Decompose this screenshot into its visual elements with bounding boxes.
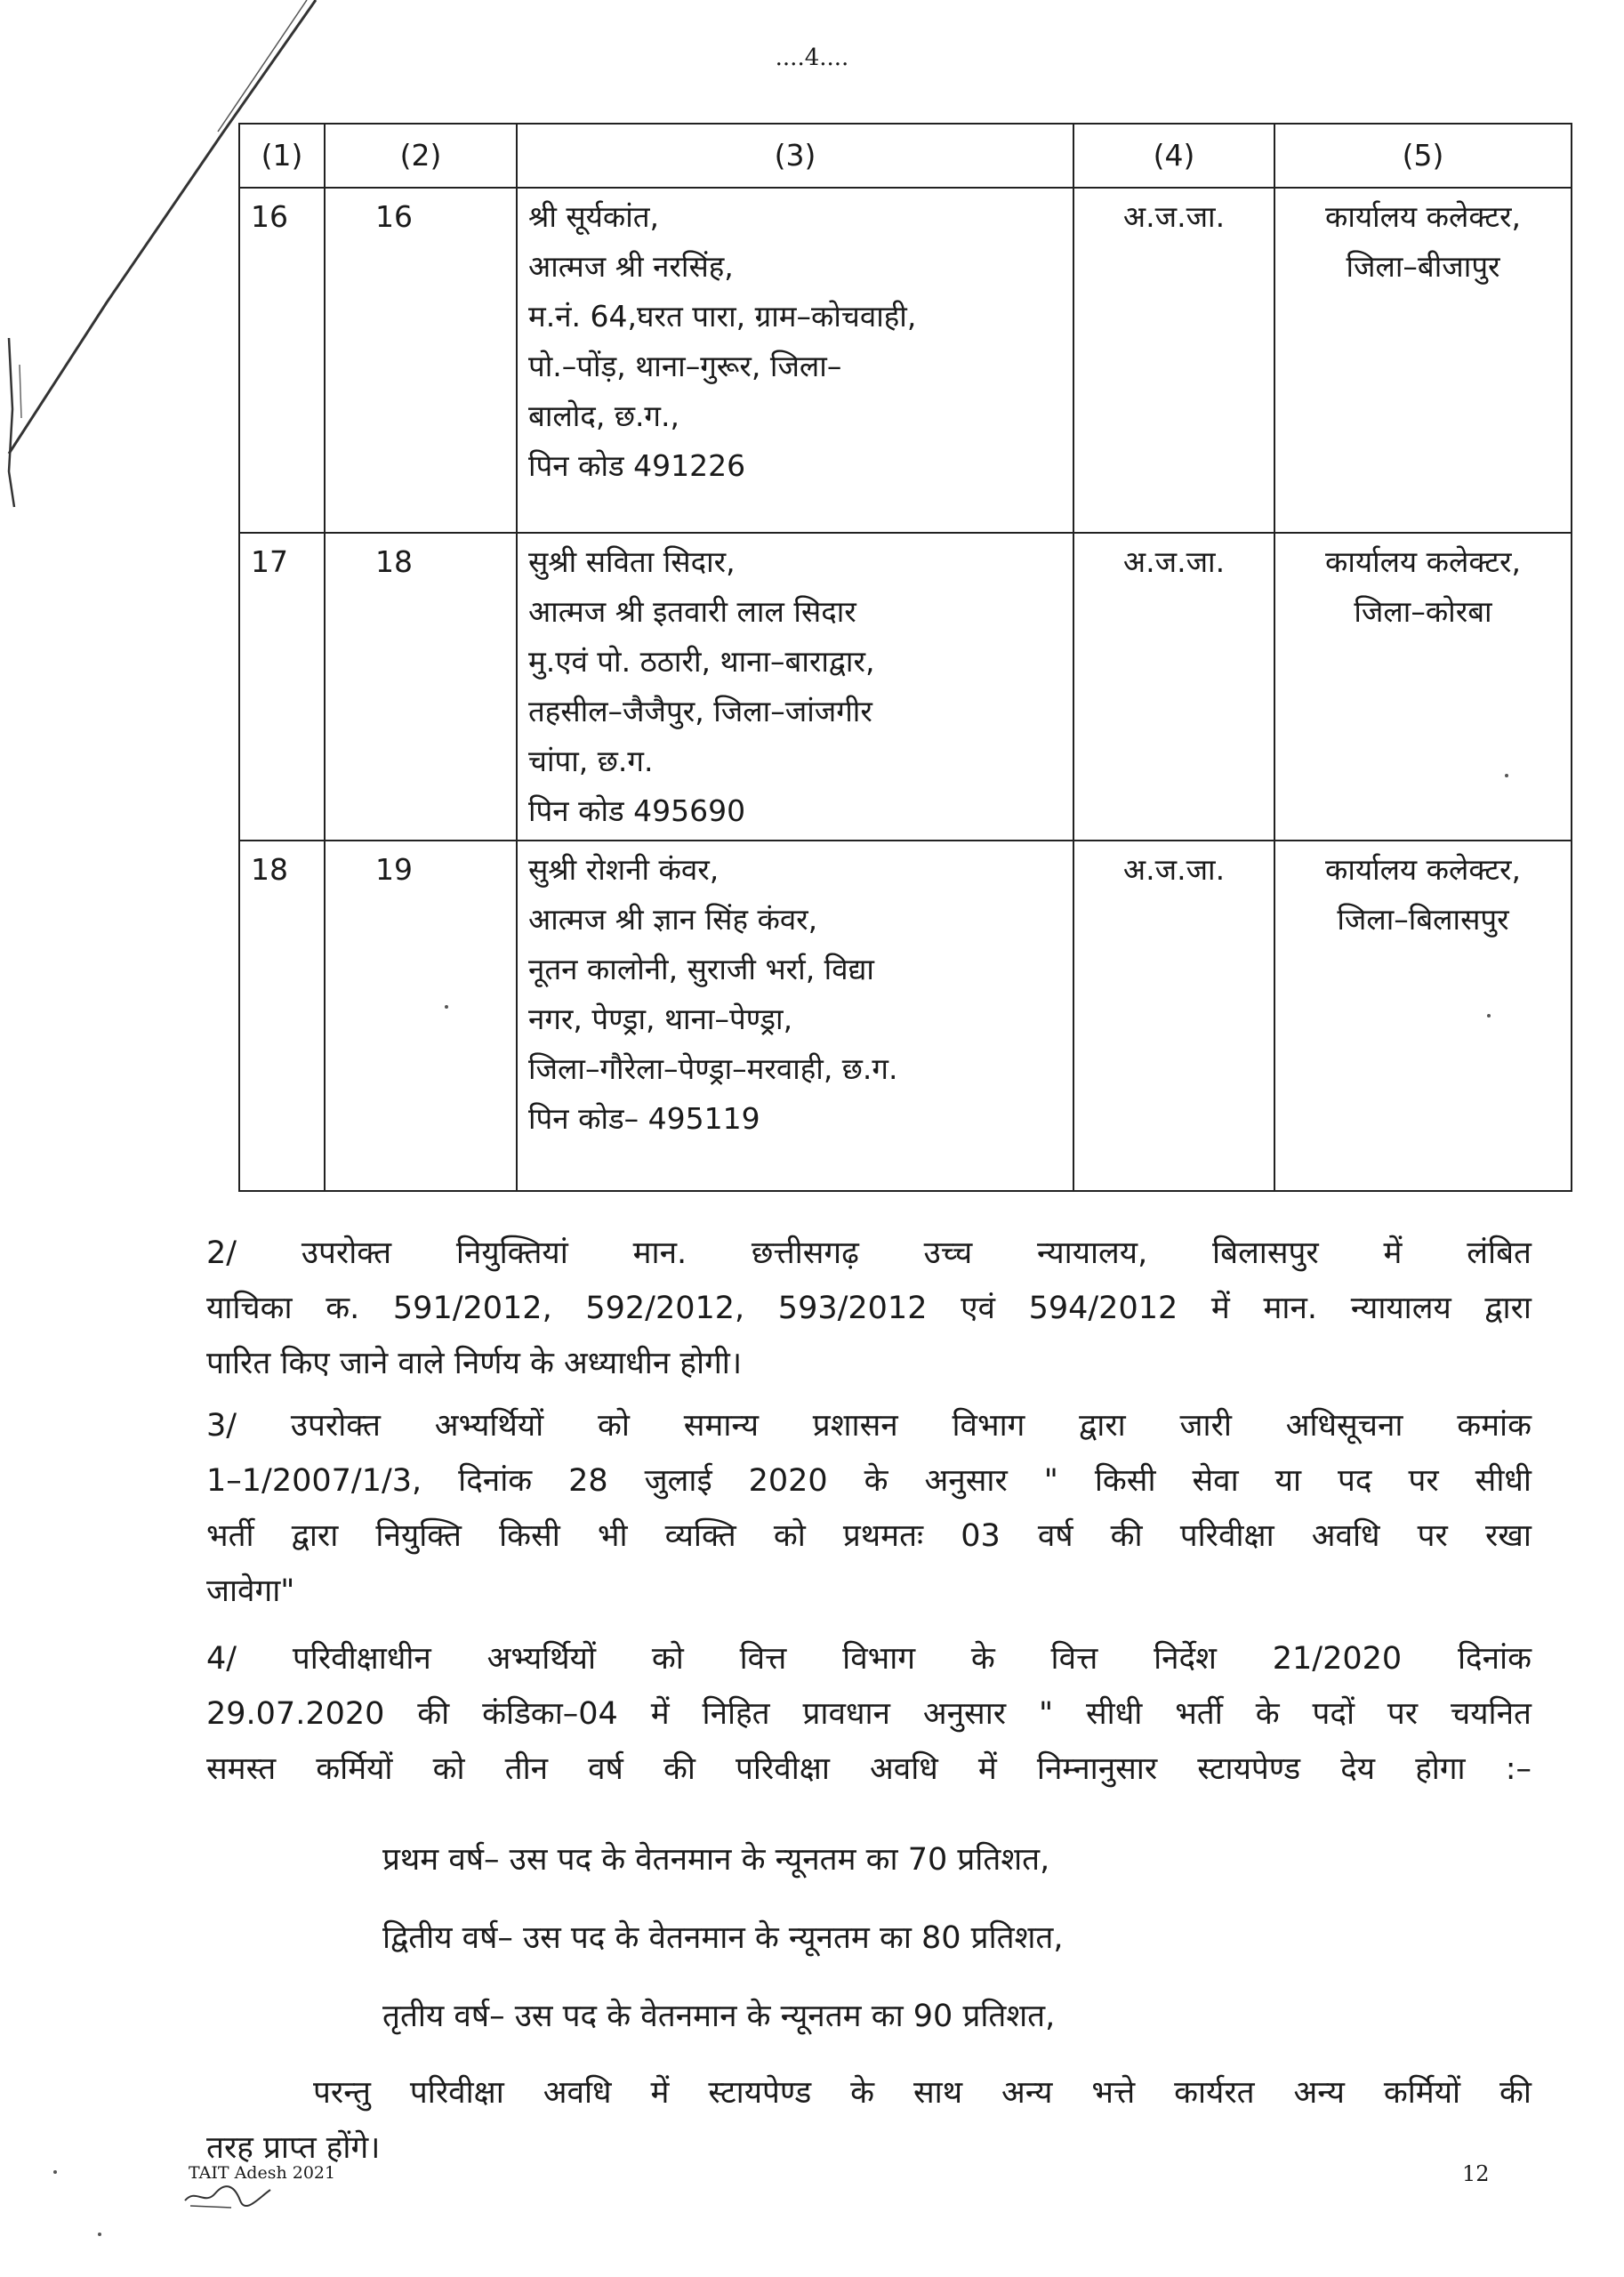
scan-speck [1505,774,1508,777]
address-line: मु.एवं पो. ठठारी, थाना–बाराद्वार, [528,644,875,679]
posting-office [1274,841,1572,1191]
office-line: जिला–कोरबा [1354,594,1492,629]
column-header: (5) [1274,124,1572,188]
scan-speck [98,2233,101,2236]
rank-number: 16 [325,188,517,533]
address-line: बालोद, छ.ग., [528,398,679,433]
paragraph-3 [206,1398,1532,1619]
stipend-year-2: द्वितीय वर्ष– उस पद के वेतनमान के न्यूनतम का 80 प्रतिशत, [382,1920,1064,1956]
document-reference: TAIT Adesh 2021 [189,2163,336,2183]
office-line: कार्यालय कलेक्टर, [1325,544,1521,579]
address-line: चांपा, छ.ग. [528,744,654,778]
paragraph-line: 4/ परिवीक्षाधीन अभ्यर्थियों को वित्त विभाग के वित्त निर्देश 21/2020 दिनांक [206,1641,1532,1677]
column-header: (4) [1073,124,1274,188]
stipend-year-3: तृतीय वर्ष– उस पद के वेतनमान के न्यूनतम का 90 प्रतिशत, [382,1999,1056,2034]
paragraph-line: याचिका क. 591/2012, 592/2012, 593/2012 एवं 594/2012 में मान. न्यायालय द्वारा [206,1291,1532,1326]
serial-number: 16 [239,188,325,533]
paragraph-line: समस्त कर्मियों को तीन वर्ष की परिवीक्षा अवधि में निम्नानुसार स्टायपेण्ड देय होगा :– [206,1751,1532,1787]
address-line: पिन कोड 491226 [528,448,746,483]
address-line: नूतन कालोनी, सुराजी भर्रा, विद्या [528,952,874,986]
candidate-address [517,841,1073,1191]
paragraph-line: जावेगा" [206,1573,295,1609]
office-line: कार्यालय कलेक्टर, [1325,852,1521,887]
office-line: जिला–बीजापुर [1346,249,1500,284]
paragraph-line: 3/ उपरोक्त अभ्यर्थियों को समान्य प्रशासन विभाग द्वारा जारी अधिसूचना कमांक [206,1408,1532,1444]
address-line: नगर, पेण्ड्रा, थाना–पेण्ड्रा, [528,1002,793,1036]
address-line: आत्मज श्री इतवारी लाल सिदार [528,594,856,629]
office-line: कार्यालय कलेक्टर, [1325,199,1521,234]
posting-office [1274,533,1572,841]
paragraph-line: परन्तु परिवीक्षा अवधि में स्टायपेण्ड के साथ अन्य भत्ते कार्यरत अन्य कर्मियों की [313,2075,1532,2111]
paragraph-line: 29.07.2020 की कंडिका–04 में निहित प्रावधान अनुसार " सीधी भर्ती के पदों पर चयनित [206,1696,1532,1732]
scan-speck [445,1005,448,1009]
column-header: (2) [325,124,517,188]
scan-speck [53,2170,57,2174]
address-line: आत्मज श्री ज्ञान सिंह कंवर, [528,902,818,937]
paragraph-2 [206,1226,1532,1391]
paragraph-line: भर्ती द्वारा नियुक्ति किसी भी व्यक्ति को प्रथमतः 03 वर्ष की परिवीक्षा अवधि पर रखा [206,1518,1532,1554]
paragraph-line: तरह प्राप्त होंगे। [206,2130,381,2166]
column-header: (3) [517,124,1073,188]
category: अ.ज.जा. [1073,533,1274,841]
paragraph-line: पारित किए जाने वाले निर्णय के अध्याधीन होगी। [206,1346,743,1381]
table-row [239,188,1572,533]
column-header: (1) [239,124,325,188]
stipend-list [382,1839,1450,2074]
proviso-paragraph [206,2065,1532,2176]
posting-office [1274,188,1572,533]
page-marker: ....4.... [775,44,849,71]
address-line: सुश्री सविता सिदार, [528,544,736,579]
rank-number: 18 [325,533,517,841]
address-line: जिला–गौरेला–पेण्ड्रा–मरवाही, छ.ग. [528,1051,898,1086]
stipend-year-1: प्रथम वर्ष– उस पद के वेतनमान के न्यूनतम का 70 प्रतिशत, [382,1842,1050,1878]
address-line: तहसील–जैजैपुर, जिला–जांजगीर [528,694,872,728]
office-line: जिला–बिलासपुर [1337,902,1509,937]
category: अ.ज.जा. [1073,841,1274,1191]
rank-number: 19 [325,841,517,1191]
category: अ.ज.जा. [1073,188,1274,533]
address-line: पो.–पोंड़, थाना–गुरूर, जिला– [528,349,842,383]
paragraph-line: 1–1/2007/1/3, दिनांक 28 जुलाई 2020 के अनुसार " किसी सेवा या पद पर सीधी [206,1463,1532,1499]
address-line: पिन कोड– 495119 [528,1101,760,1136]
address-line: श्री सूर्यकांत, [528,199,660,234]
candidate-address [517,188,1073,533]
candidate-address [517,533,1073,841]
candidates-table [238,123,1572,1192]
table-header-row [239,124,1572,188]
address-line: म.नं. 64,घरत पारा, ग्राम–कोचवाही, [528,299,917,334]
address-line: आत्मज श्री नरसिंह, [528,249,734,284]
serial-number: 18 [239,841,325,1191]
page-number: 12 [1462,2161,1490,2186]
scan-speck [1487,1014,1491,1018]
table-row [239,533,1572,841]
paragraph-4 [206,1631,1532,1797]
table-row [239,841,1572,1191]
serial-number: 17 [239,533,325,841]
address-line: सुश्री रोशनी कंवर, [528,852,720,887]
paragraph-line: 2/ उपरोक्त नियुक्तियां मान. छत्तीसगढ़ उच्च न्यायालय, बिलासपुर में लंबित [206,1235,1532,1271]
address-line: पिन कोड 495690 [528,793,746,828]
